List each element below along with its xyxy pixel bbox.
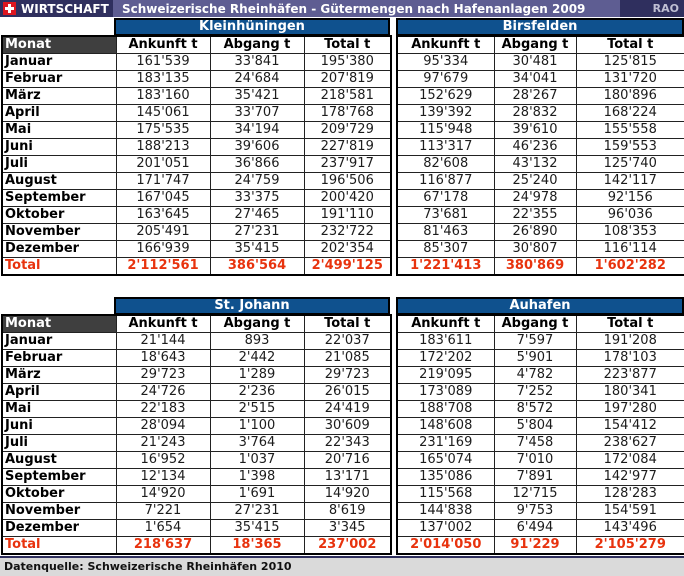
- total-row: [2, 537, 391, 555]
- value-cell: 1'289: [210, 367, 304, 384]
- value-column-header: Ankunft t: [116, 315, 210, 333]
- value-cell: 25'240: [494, 173, 576, 190]
- value-cell: 29'723: [116, 367, 210, 384]
- month-label: Oktober: [2, 486, 116, 503]
- table-row: [397, 401, 684, 418]
- table-row: [2, 486, 391, 503]
- table-row: [397, 139, 684, 156]
- table-auhafen: [396, 314, 684, 555]
- section-brand: [0, 0, 113, 17]
- value-cell: 209'729: [304, 122, 391, 139]
- value-cell: 39'606: [210, 139, 304, 156]
- table-row: [2, 54, 391, 71]
- table-row: [397, 224, 684, 241]
- value-column-header: Total t: [304, 315, 391, 333]
- value-cell: 97'679: [397, 71, 494, 88]
- column-header-row: [397, 36, 684, 54]
- value-cell: 18'643: [116, 350, 210, 367]
- value-cell: 135'086: [397, 469, 494, 486]
- value-cell: 173'089: [397, 384, 494, 401]
- table-row: [2, 333, 391, 350]
- month-label: Januar: [2, 333, 116, 350]
- value-cell: 171'747: [116, 173, 210, 190]
- table-row: [397, 156, 684, 173]
- value-cell: 139'392: [397, 105, 494, 122]
- month-label: Februar: [2, 350, 116, 367]
- table-row: [397, 173, 684, 190]
- value-cell: 191'110: [304, 207, 391, 224]
- value-cell: 223'877: [576, 367, 684, 384]
- value-cell: 218'581: [304, 88, 391, 105]
- value-cell: 180'341: [576, 384, 684, 401]
- value-cell: 2'515: [210, 401, 304, 418]
- table-row: [2, 173, 391, 190]
- value-cell: 178'768: [304, 105, 391, 122]
- value-cell: 152'629: [397, 88, 494, 105]
- value-cell: 183'135: [116, 71, 210, 88]
- column-header-row: [2, 36, 391, 54]
- value-cell: 1'037: [210, 452, 304, 469]
- value-cell: 28'267: [494, 88, 576, 105]
- month-column-header: Monat: [2, 315, 116, 333]
- value-cell: 7'597: [494, 333, 576, 350]
- total-value-cell: 2'499'125: [304, 258, 391, 276]
- value-cell: 166'939: [116, 241, 210, 258]
- table-row: [397, 486, 684, 503]
- month-label: Juni: [2, 418, 116, 435]
- table-row: [2, 241, 391, 258]
- value-column-header: Total t: [576, 36, 684, 54]
- source-text: Datenquelle: Schweizerische Rheinhäfen 2010: [4, 560, 292, 573]
- value-cell: 197'280: [576, 401, 684, 418]
- table-row: [2, 452, 391, 469]
- value-cell: 231'169: [397, 435, 494, 452]
- value-cell: 1'691: [210, 486, 304, 503]
- value-cell: 12'715: [494, 486, 576, 503]
- value-cell: 12'134: [116, 469, 210, 486]
- value-column-header: Total t: [576, 315, 684, 333]
- value-cell: 116'877: [397, 173, 494, 190]
- table-row: [397, 207, 684, 224]
- value-cell: 154'591: [576, 503, 684, 520]
- value-column-header: Abgang t: [210, 315, 304, 333]
- value-cell: 21'243: [116, 435, 210, 452]
- table-row: [397, 520, 684, 537]
- value-cell: 35'415: [210, 241, 304, 258]
- table-st-johann: [1, 314, 392, 555]
- table-row: [2, 350, 391, 367]
- value-cell: 81'463: [397, 224, 494, 241]
- value-cell: 188'213: [116, 139, 210, 156]
- table-row: [2, 520, 391, 537]
- value-cell: 175'535: [116, 122, 210, 139]
- value-cell: 205'491: [116, 224, 210, 241]
- value-cell: 35'415: [210, 520, 304, 537]
- value-cell: 24'726: [116, 384, 210, 401]
- value-cell: 8'572: [494, 401, 576, 418]
- table-row: [2, 207, 391, 224]
- value-cell: 142'977: [576, 469, 684, 486]
- table-row: [2, 401, 391, 418]
- value-cell: 7'458: [494, 435, 576, 452]
- month-label: Juli: [2, 435, 116, 452]
- value-cell: 33'375: [210, 190, 304, 207]
- value-cell: 14'920: [116, 486, 210, 503]
- value-cell: 30'807: [494, 241, 576, 258]
- table-row: [397, 469, 684, 486]
- value-cell: 21'085: [304, 350, 391, 367]
- value-cell: 163'645: [116, 207, 210, 224]
- value-cell: 85'307: [397, 241, 494, 258]
- table-row: [397, 333, 684, 350]
- table-row: [397, 418, 684, 435]
- value-cell: 8'619: [304, 503, 391, 520]
- value-cell: 4'782: [494, 367, 576, 384]
- total-row-label: Total: [2, 258, 116, 276]
- total-row: [2, 258, 391, 276]
- value-cell: 191'208: [576, 333, 684, 350]
- value-cell: 3'764: [210, 435, 304, 452]
- table-row: [397, 54, 684, 71]
- month-column-header: Monat: [2, 36, 116, 54]
- month-label: November: [2, 503, 116, 520]
- value-cell: 125'740: [576, 156, 684, 173]
- total-value-cell: 2'105'279: [576, 537, 684, 555]
- author-tag: RAO: [620, 0, 684, 17]
- value-cell: 5'804: [494, 418, 576, 435]
- value-cell: 168'224: [576, 105, 684, 122]
- month-label: Mai: [2, 401, 116, 418]
- month-label: Juli: [2, 156, 116, 173]
- value-cell: 39'610: [494, 122, 576, 139]
- table-row: [2, 503, 391, 520]
- value-cell: 165'074: [397, 452, 494, 469]
- value-cell: 5'901: [494, 350, 576, 367]
- total-value-cell: 91'229: [494, 537, 576, 555]
- value-cell: 237'917: [304, 156, 391, 173]
- value-cell: 196'506: [304, 173, 391, 190]
- table-row: [397, 241, 684, 258]
- month-label: Januar: [2, 54, 116, 71]
- table-row: [397, 452, 684, 469]
- value-column-header: Ankunft t: [397, 36, 494, 54]
- value-cell: 24'684: [210, 71, 304, 88]
- value-cell: 128'283: [576, 486, 684, 503]
- value-cell: 3'345: [304, 520, 391, 537]
- value-cell: 34'041: [494, 71, 576, 88]
- table-row: [2, 122, 391, 139]
- port-header-birsfelden: Birsfelden: [396, 18, 684, 36]
- value-column-header: Total t: [304, 36, 391, 54]
- value-cell: 125'815: [576, 54, 684, 71]
- table-row: [2, 224, 391, 241]
- table-kleinhueningen: [1, 35, 392, 276]
- month-label: Mai: [2, 122, 116, 139]
- value-cell: 46'236: [494, 139, 576, 156]
- value-cell: 28'832: [494, 105, 576, 122]
- table-row: [2, 139, 391, 156]
- value-cell: 137'002: [397, 520, 494, 537]
- value-cell: 145'061: [116, 105, 210, 122]
- month-label: September: [2, 469, 116, 486]
- value-cell: 22'343: [304, 435, 391, 452]
- total-row-label: Total: [2, 537, 116, 555]
- value-cell: 144'838: [397, 503, 494, 520]
- value-cell: 202'354: [304, 241, 391, 258]
- value-cell: 1'654: [116, 520, 210, 537]
- month-label: August: [2, 452, 116, 469]
- value-cell: 26'890: [494, 224, 576, 241]
- value-cell: 67'178: [397, 190, 494, 207]
- table-row: [2, 105, 391, 122]
- value-cell: 28'094: [116, 418, 210, 435]
- total-row: [397, 258, 684, 276]
- value-cell: 95'334: [397, 54, 494, 71]
- total-value-cell: 2'112'561: [116, 258, 210, 276]
- table-row: [397, 384, 684, 401]
- value-cell: 116'114: [576, 241, 684, 258]
- value-cell: 13'171: [304, 469, 391, 486]
- total-value-cell: 1'221'413: [397, 258, 494, 276]
- value-cell: 24'419: [304, 401, 391, 418]
- table-row: [2, 435, 391, 452]
- value-cell: 27'465: [210, 207, 304, 224]
- column-header-row: [2, 315, 391, 333]
- table-row: [2, 469, 391, 486]
- value-cell: 143'496: [576, 520, 684, 537]
- value-cell: 22'183: [116, 401, 210, 418]
- value-cell: 159'553: [576, 139, 684, 156]
- value-cell: 30'481: [494, 54, 576, 71]
- month-label: Juni: [2, 139, 116, 156]
- table-row: [2, 88, 391, 105]
- value-cell: 893: [210, 333, 304, 350]
- table-row: [397, 88, 684, 105]
- total-value-cell: 237'002: [304, 537, 391, 555]
- total-row: [397, 537, 684, 555]
- table-row: [2, 71, 391, 88]
- value-cell: 96'036: [576, 207, 684, 224]
- value-cell: 82'608: [397, 156, 494, 173]
- total-value-cell: 2'014'050: [397, 537, 494, 555]
- value-cell: 172'084: [576, 452, 684, 469]
- month-label: Dezember: [2, 241, 116, 258]
- value-cell: 180'896: [576, 88, 684, 105]
- value-column-header: Abgang t: [494, 36, 576, 54]
- table-row: [397, 367, 684, 384]
- value-cell: 33'707: [210, 105, 304, 122]
- table-row: [2, 190, 391, 207]
- value-cell: 167'045: [116, 190, 210, 207]
- value-cell: 219'095: [397, 367, 494, 384]
- month-label: März: [2, 88, 116, 105]
- value-cell: 7'010: [494, 452, 576, 469]
- value-cell: 161'539: [116, 54, 210, 71]
- value-cell: 108'353: [576, 224, 684, 241]
- table-row: [397, 105, 684, 122]
- value-cell: 7'221: [116, 503, 210, 520]
- month-label: April: [2, 384, 116, 401]
- table-row: [397, 435, 684, 452]
- value-cell: 16'952: [116, 452, 210, 469]
- value-cell: 172'202: [397, 350, 494, 367]
- value-cell: 2'236: [210, 384, 304, 401]
- column-header-row: [397, 315, 684, 333]
- section-label: WIRTSCHAFT: [21, 1, 109, 16]
- value-cell: 227'819: [304, 139, 391, 156]
- table-birsfelden: [396, 35, 684, 276]
- value-cell: 92'156: [576, 190, 684, 207]
- total-value-cell: 218'637: [116, 537, 210, 555]
- month-label: September: [2, 190, 116, 207]
- value-cell: 22'037: [304, 333, 391, 350]
- month-label: Februar: [2, 71, 116, 88]
- value-column-header: Ankunft t: [116, 36, 210, 54]
- table-row: [2, 384, 391, 401]
- value-cell: 195'380: [304, 54, 391, 71]
- value-cell: 35'421: [210, 88, 304, 105]
- value-cell: 43'132: [494, 156, 576, 173]
- value-cell: 9'753: [494, 503, 576, 520]
- month-label: August: [2, 173, 116, 190]
- table-row: [2, 367, 391, 384]
- value-cell: 29'723: [304, 367, 391, 384]
- value-cell: 26'015: [304, 384, 391, 401]
- port-header-auhafen: Auhafen: [396, 297, 684, 315]
- total-value-cell: 1'602'282: [576, 258, 684, 276]
- value-cell: 188'708: [397, 401, 494, 418]
- value-cell: 6'494: [494, 520, 576, 537]
- value-cell: 14'920: [304, 486, 391, 503]
- table-row: [397, 350, 684, 367]
- value-cell: 232'722: [304, 224, 391, 241]
- page-title: Schweizerische Rheinhäfen - Gütermengen nach Hafenanlagen 2009: [113, 0, 620, 17]
- value-cell: 27'231: [210, 503, 304, 520]
- total-value-cell: 18'365: [210, 537, 304, 555]
- value-cell: 115'948: [397, 122, 494, 139]
- value-cell: 30'609: [304, 418, 391, 435]
- table-row: [397, 122, 684, 139]
- value-cell: 178'103: [576, 350, 684, 367]
- value-cell: 142'117: [576, 173, 684, 190]
- table-row: [397, 190, 684, 207]
- value-cell: 33'841: [210, 54, 304, 71]
- value-cell: 20'716: [304, 452, 391, 469]
- value-cell: 7'252: [494, 384, 576, 401]
- table-row: [397, 503, 684, 520]
- month-label: Dezember: [2, 520, 116, 537]
- swiss-flag-icon: [3, 2, 16, 15]
- port-header-st-johann: St. Johann: [114, 297, 390, 315]
- value-cell: 73'681: [397, 207, 494, 224]
- month-label: Oktober: [2, 207, 116, 224]
- value-cell: 238'627: [576, 435, 684, 452]
- value-cell: 34'194: [210, 122, 304, 139]
- value-cell: 200'420: [304, 190, 391, 207]
- value-cell: 27'231: [210, 224, 304, 241]
- table-row: [2, 418, 391, 435]
- value-cell: 115'568: [397, 486, 494, 503]
- value-cell: 131'720: [576, 71, 684, 88]
- value-cell: 154'412: [576, 418, 684, 435]
- value-cell: 155'558: [576, 122, 684, 139]
- month-label: März: [2, 367, 116, 384]
- value-cell: 36'866: [210, 156, 304, 173]
- value-cell: 183'160: [116, 88, 210, 105]
- value-cell: 1'100: [210, 418, 304, 435]
- month-label: November: [2, 224, 116, 241]
- value-cell: 2'442: [210, 350, 304, 367]
- value-cell: 21'144: [116, 333, 210, 350]
- value-cell: 201'051: [116, 156, 210, 173]
- value-cell: 207'819: [304, 71, 391, 88]
- top-header-bar: [0, 0, 684, 17]
- value-cell: 24'978: [494, 190, 576, 207]
- port-header-kleinhueningen: Kleinhüningen: [114, 18, 390, 36]
- total-value-cell: 380'869: [494, 258, 576, 276]
- table-row: [2, 156, 391, 173]
- value-cell: 113'317: [397, 139, 494, 156]
- value-cell: 22'355: [494, 207, 576, 224]
- value-cell: 24'759: [210, 173, 304, 190]
- table-row: [397, 71, 684, 88]
- source-note: [0, 556, 684, 576]
- value-cell: 1'398: [210, 469, 304, 486]
- value-column-header: Abgang t: [494, 315, 576, 333]
- total-value-cell: 386'564: [210, 258, 304, 276]
- value-column-header: Abgang t: [210, 36, 304, 54]
- value-cell: 148'608: [397, 418, 494, 435]
- value-cell: 183'611: [397, 333, 494, 350]
- value-column-header: Ankunft t: [397, 315, 494, 333]
- value-cell: 7'891: [494, 469, 576, 486]
- month-label: April: [2, 105, 116, 122]
